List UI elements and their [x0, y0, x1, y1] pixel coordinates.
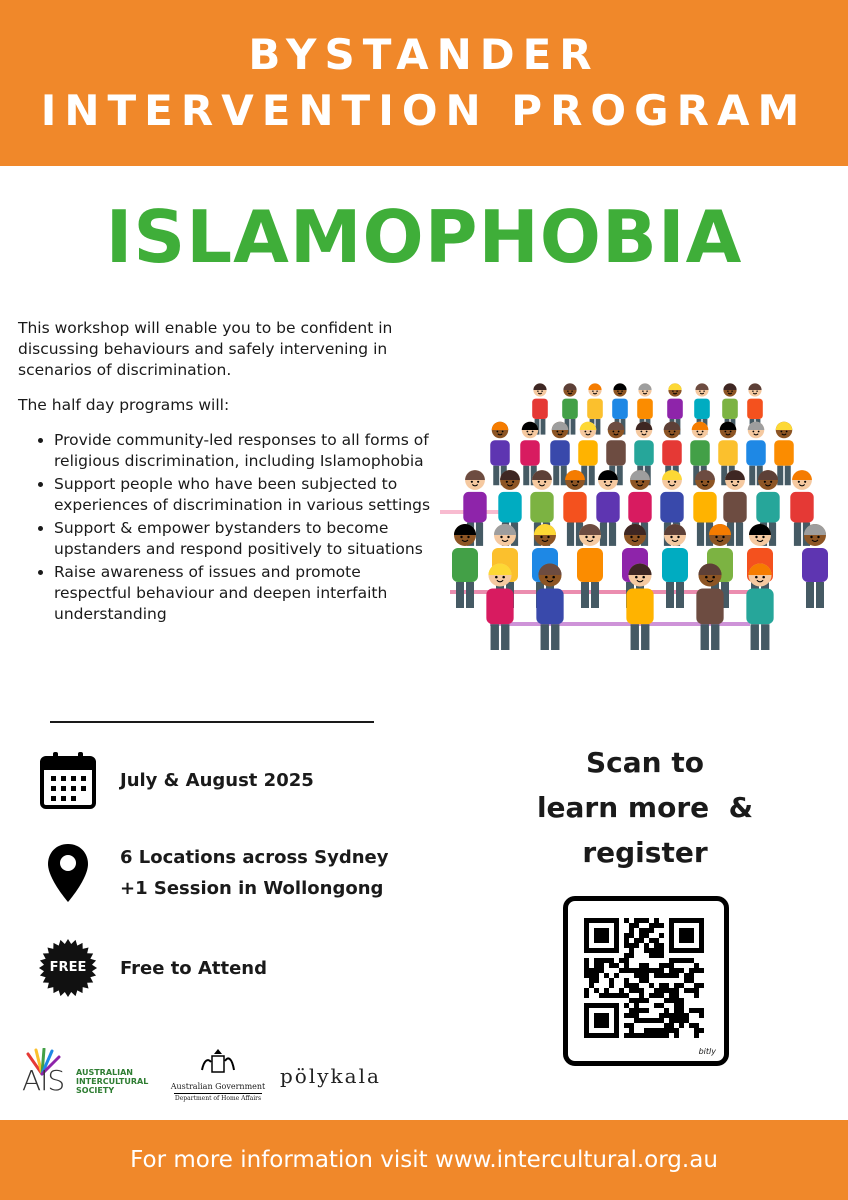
- free-badge-label: FREE: [49, 960, 87, 975]
- title-line-2: INTERVENTION PROGRAM: [40, 86, 808, 135]
- location-row: [38, 842, 388, 904]
- scan-line-3: register: [582, 836, 708, 869]
- government-logo: [168, 1048, 268, 1108]
- calendar-icon: [39, 750, 97, 810]
- qr-brand: bitly: [698, 1047, 716, 1056]
- location-line-1: 6 Locations across Sydney: [120, 847, 389, 868]
- location-line-2: +1 Session in Wollongong: [120, 878, 384, 899]
- gov-dept: Department of Home Affairs: [174, 1095, 262, 1102]
- ais-mark: AIS: [22, 1064, 65, 1097]
- date-row: [38, 750, 314, 810]
- crowd-person: [452, 524, 478, 608]
- list-item: • Raise awareness of issues and promote respectful behaviour and deepen interfaith understanding: [54, 562, 438, 625]
- list-item: • Support people who have been subjected to experiences of discrimination in various settings: [54, 474, 438, 516]
- polykala-logo: pölykala: [280, 1064, 381, 1088]
- crowd-person: [662, 524, 688, 608]
- footer-banner: [0, 1120, 848, 1200]
- scan-line-1: Scan to: [586, 746, 704, 779]
- intro-paragraph: This workshop will enable you to be confident in discussing behaviours and safely intervening in scenarios of discrimination.: [18, 319, 393, 379]
- gov-name: Australian Government: [170, 1082, 266, 1091]
- ais-name-1: AUSTRALIAN: [76, 1068, 133, 1077]
- intro-section: [18, 318, 438, 627]
- scan-heading: [520, 740, 770, 875]
- location-text: [120, 842, 388, 904]
- list-item: • Provide community-led responses to all forms of religious discrimination, including Islamophobia: [54, 430, 438, 472]
- divider: [50, 721, 374, 723]
- ais-logo: [20, 1044, 150, 1104]
- scan-line-2: learn more &: [536, 791, 754, 824]
- coat-of-arms-icon: [198, 1048, 238, 1078]
- crowd-person: [774, 422, 794, 486]
- ais-name-3: SOCIETY: [76, 1086, 115, 1095]
- crowd-person: [626, 563, 653, 650]
- location-pin-icon: [46, 842, 90, 904]
- crowd-person: [577, 524, 603, 608]
- qr-code[interactable]: [563, 896, 729, 1066]
- qr-pattern: [568, 901, 724, 1061]
- crowd-person: [536, 563, 563, 650]
- crowd-person: [696, 563, 723, 650]
- cost-text: Free to Attend: [120, 957, 267, 979]
- intro-lead: The half day programs will:: [18, 396, 230, 414]
- ais-name-2: INTERCULTURAL: [76, 1077, 149, 1086]
- header-banner: [0, 0, 848, 166]
- cost-row: [38, 937, 267, 999]
- date-text: July & August 2025: [120, 769, 314, 791]
- crowd-person: [486, 563, 513, 650]
- crowd-illustration: [430, 360, 840, 650]
- crowd-person: [802, 524, 828, 608]
- title-line-1: BYSTANDER: [248, 30, 600, 79]
- program-list: [18, 430, 438, 625]
- footer-link[interactable]: For more information visit www.intercultural.org.au: [130, 1147, 718, 1173]
- topic-title: ISLAMOPHOBIA: [105, 195, 743, 279]
- crowd-person: [746, 563, 773, 650]
- list-item: • Support & empower bystanders to become upstanders and respond positively to situations: [54, 518, 438, 560]
